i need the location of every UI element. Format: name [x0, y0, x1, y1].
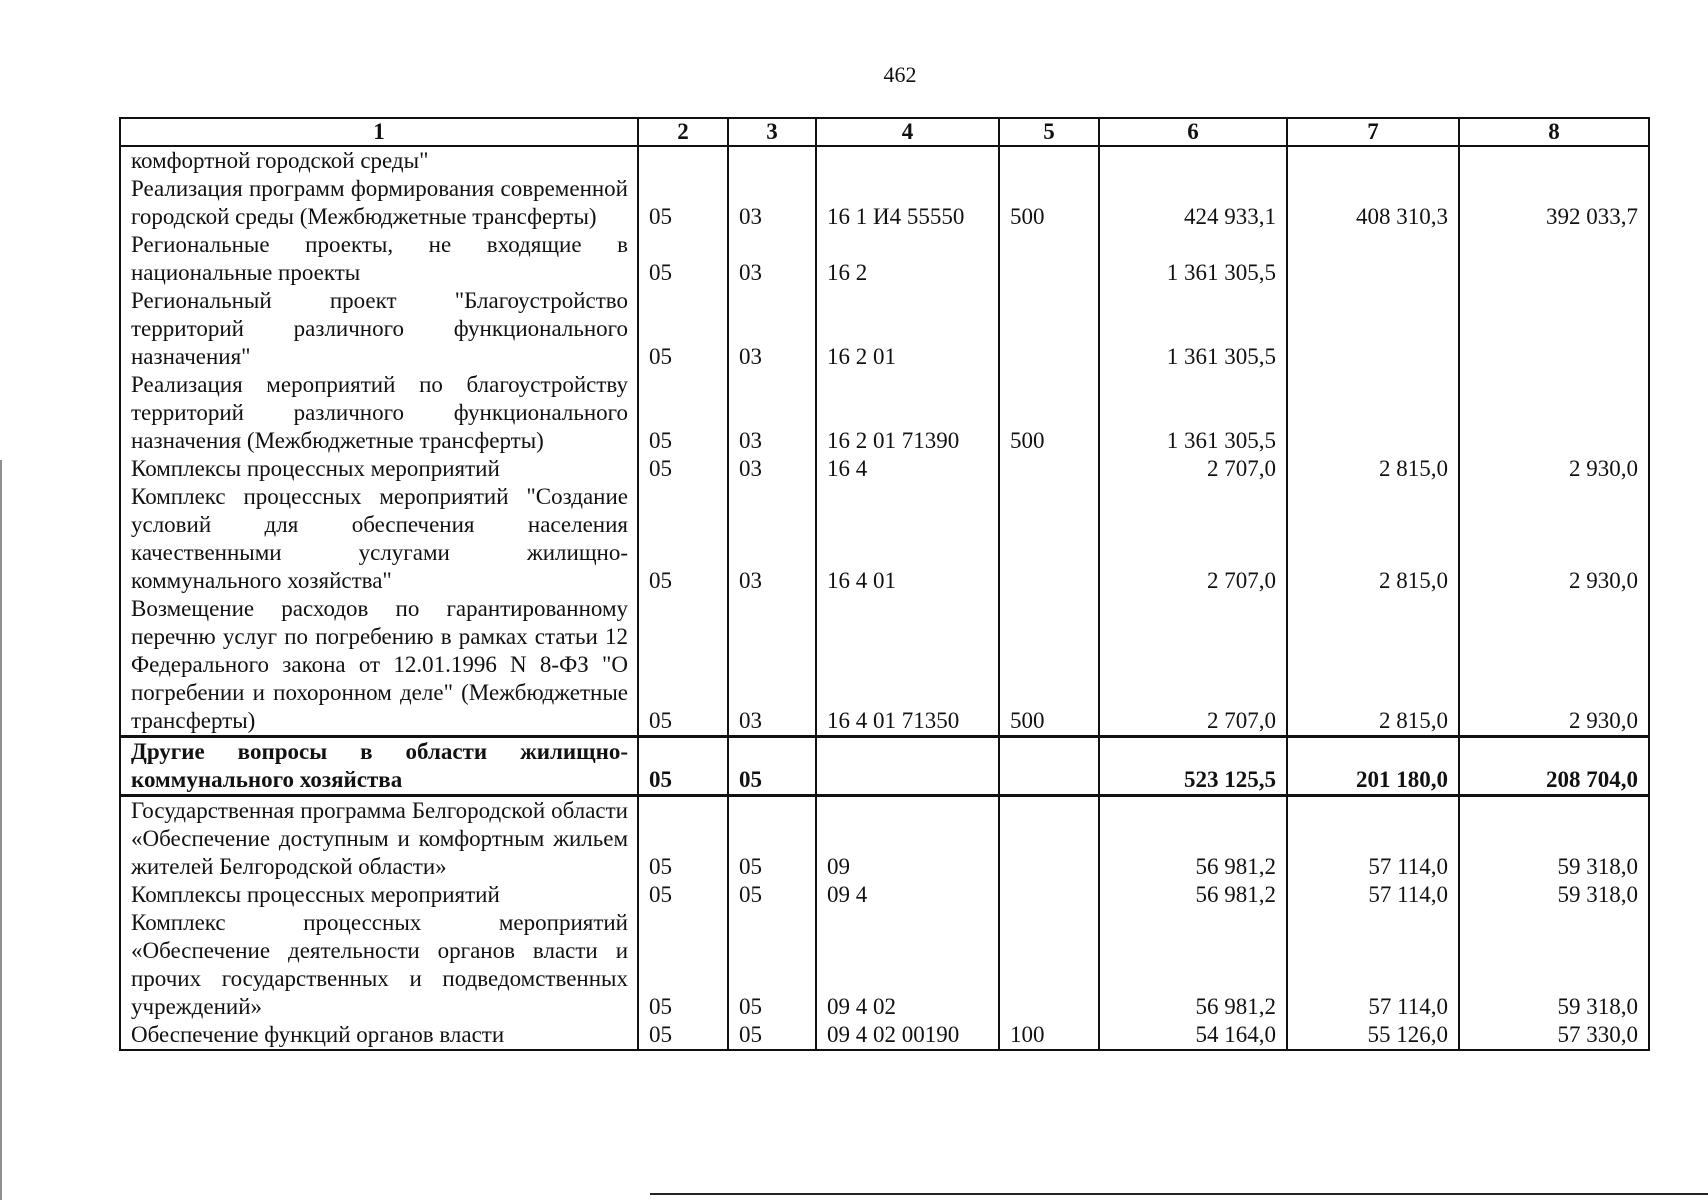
row-description: Комплекс процессных мероприятий "Создание условий для обеспечения населения качественными услугами жилищно-коммунального хозяйства"	[120, 483, 638, 595]
cell-col-6: 1 361 305,5	[1099, 371, 1287, 455]
row-description: Региональный проект "Благоустройство территорий различного функционального назначения"	[120, 287, 638, 371]
cell-col-4: 09 4 02 00190	[816, 1021, 999, 1050]
cell-col-4: 16 2 01	[816, 287, 999, 371]
cell-col-8: 2 930,0	[1459, 455, 1649, 483]
cell-col-7	[1287, 146, 1459, 175]
table-row	[120, 231, 1649, 287]
cell-col-5: 100	[999, 1021, 1099, 1050]
table-row	[120, 796, 1649, 882]
cell-col-3	[728, 146, 816, 175]
cell-col-7	[1287, 287, 1459, 371]
cell-col-8: 59 318,0	[1459, 796, 1649, 882]
table-row	[120, 595, 1649, 737]
cell-col-8: 57 330,0	[1459, 1021, 1649, 1050]
row-description: Комплекс процессных мероприятий «Обеспечение деятельности органов власти и прочих государственных и подведомственных учреждений»	[120, 909, 638, 1021]
cell-col-4: 16 2 01 71390	[816, 371, 999, 455]
table-row	[120, 455, 1649, 483]
column-header: 4	[816, 118, 999, 146]
cell-col-2: 05	[638, 455, 728, 483]
table-row	[120, 909, 1649, 1021]
cell-col-5	[999, 881, 1099, 909]
cell-col-7: 408 310,3	[1287, 175, 1459, 231]
row-description: Государственная программа Белгородской области «Обеспечение доступным и комфортным жильем жителей Белгородской области»	[120, 796, 638, 882]
cell-col-6: 1 361 305,5	[1099, 231, 1287, 287]
cell-col-6: 2 707,0	[1099, 455, 1287, 483]
column-header: 7	[1287, 118, 1459, 146]
cell-col-4: 16 1 И4 55550	[816, 175, 999, 231]
page-number: 462	[883, 62, 917, 87]
cell-col-2: 05	[638, 287, 728, 371]
cell-col-3: 03	[728, 371, 816, 455]
row-description: Другие вопросы в области жилищно-коммунального хозяйства	[120, 737, 638, 796]
cell-col-6: 2 707,0	[1099, 483, 1287, 595]
cell-col-6: 56 981,2	[1099, 796, 1287, 882]
table-row	[120, 1021, 1649, 1050]
cell-col-4: 16 2	[816, 231, 999, 287]
cell-col-5	[999, 483, 1099, 595]
bottom-rule	[650, 1193, 1708, 1195]
cell-col-7: 2 815,0	[1287, 595, 1459, 737]
cell-col-5	[999, 231, 1099, 287]
cell-col-6: 523 125,5	[1099, 737, 1287, 796]
scan-margin-edge	[0, 460, 2, 1200]
cell-col-8: 2 930,0	[1459, 483, 1649, 595]
cell-col-8	[1459, 371, 1649, 455]
cell-col-4	[816, 737, 999, 796]
cell-col-7: 57 114,0	[1287, 881, 1459, 909]
cell-col-8: 59 318,0	[1459, 881, 1649, 909]
cell-col-7: 2 815,0	[1287, 483, 1459, 595]
cell-col-7: 55 126,0	[1287, 1021, 1459, 1050]
cell-col-5	[999, 737, 1099, 796]
column-header: 6	[1099, 118, 1287, 146]
row-description: Комплексы процессных мероприятий	[120, 881, 638, 909]
table-row	[120, 483, 1649, 595]
cell-col-2	[638, 146, 728, 175]
cell-col-7	[1287, 231, 1459, 287]
cell-col-3: 05	[728, 909, 816, 1021]
cell-col-4	[816, 146, 999, 175]
cell-col-6: 56 981,2	[1099, 909, 1287, 1021]
cell-col-3: 05	[728, 796, 816, 882]
row-description: Обеспечение функций органов власти	[120, 1021, 638, 1050]
cell-col-2: 05	[638, 231, 728, 287]
cell-col-2: 05	[638, 1021, 728, 1050]
cell-col-8: 208 704,0	[1459, 737, 1649, 796]
column-header: 2	[638, 118, 728, 146]
cell-col-4: 09	[816, 796, 999, 882]
cell-col-5: 500	[999, 595, 1099, 737]
cell-col-4: 16 4	[816, 455, 999, 483]
cell-col-2: 05	[638, 796, 728, 882]
column-header: 3	[728, 118, 816, 146]
table-row	[120, 371, 1649, 455]
cell-col-7: 57 114,0	[1287, 909, 1459, 1021]
row-description: Реализация мероприятий по благоустройству территорий различного функционального назначения (Межбюджетные трансферты)	[120, 371, 638, 455]
table-row	[120, 881, 1649, 909]
cell-col-7	[1287, 371, 1459, 455]
header-row	[120, 118, 1649, 146]
cell-col-4: 09 4	[816, 881, 999, 909]
cell-col-3: 05	[728, 881, 816, 909]
table-row	[120, 146, 1649, 175]
cell-col-5	[999, 455, 1099, 483]
cell-col-2: 05	[638, 371, 728, 455]
table-row	[120, 287, 1649, 371]
cell-col-6: 2 707,0	[1099, 595, 1287, 737]
row-description: комфортной городской среды"	[120, 146, 638, 175]
cell-col-5: 500	[999, 175, 1099, 231]
cell-col-2: 05	[638, 483, 728, 595]
cell-col-3: 05	[728, 1021, 816, 1050]
cell-col-3: 05	[728, 737, 816, 796]
cell-col-8: 59 318,0	[1459, 909, 1649, 1021]
cell-col-2: 05	[638, 737, 728, 796]
table-row	[120, 175, 1649, 231]
cell-col-2: 05	[638, 175, 728, 231]
cell-col-8	[1459, 287, 1649, 371]
column-header: 8	[1459, 118, 1649, 146]
cell-col-3: 03	[728, 595, 816, 737]
cell-col-8	[1459, 231, 1649, 287]
cell-col-7: 201 180,0	[1287, 737, 1459, 796]
cell-col-6: 424 933,1	[1099, 175, 1287, 231]
cell-col-6	[1099, 146, 1287, 175]
cell-col-4: 16 4 01	[816, 483, 999, 595]
column-header: 5	[999, 118, 1099, 146]
cell-col-4: 16 4 01 71350	[816, 595, 999, 737]
row-description: Комплексы процессных мероприятий	[120, 455, 638, 483]
row-description: Возмещение расходов по гарантированному перечню услуг по погребению в рамках статьи 12 Федерального закона от 12.01.1996 N 8-ФЗ "О погребении и похоронном деле" (Межбюджетные трансферты)	[120, 595, 638, 737]
row-description: Региональные проекты, не входящие в национальные проекты	[120, 231, 638, 287]
cell-col-2: 05	[638, 595, 728, 737]
cell-col-6: 56 981,2	[1099, 881, 1287, 909]
column-header: 1	[120, 118, 638, 146]
cell-col-5	[999, 796, 1099, 882]
cell-col-5	[999, 146, 1099, 175]
cell-col-4: 09 4 02	[816, 909, 999, 1021]
cell-col-6: 54 164,0	[1099, 1021, 1287, 1050]
cell-col-5: 500	[999, 371, 1099, 455]
cell-col-2: 05	[638, 909, 728, 1021]
cell-col-7: 2 815,0	[1287, 455, 1459, 483]
cell-col-5	[999, 909, 1099, 1021]
cell-col-8: 2 930,0	[1459, 595, 1649, 737]
cell-col-2: 05	[638, 881, 728, 909]
row-description: Реализация программ формирования современной городской среды (Межбюджетные трансферты)	[120, 175, 638, 231]
budget-table	[119, 117, 1650, 1051]
section-total-row	[120, 737, 1649, 796]
cell-col-3: 03	[728, 231, 816, 287]
cell-col-5	[999, 287, 1099, 371]
cell-col-6: 1 361 305,5	[1099, 287, 1287, 371]
cell-col-3: 03	[728, 483, 816, 595]
cell-col-3: 03	[728, 455, 816, 483]
cell-col-3: 03	[728, 175, 816, 231]
cell-col-7: 57 114,0	[1287, 796, 1459, 882]
cell-col-3: 03	[728, 287, 816, 371]
cell-col-8	[1459, 146, 1649, 175]
table-body	[120, 146, 1649, 1050]
cell-col-8: 392 033,7	[1459, 175, 1649, 231]
